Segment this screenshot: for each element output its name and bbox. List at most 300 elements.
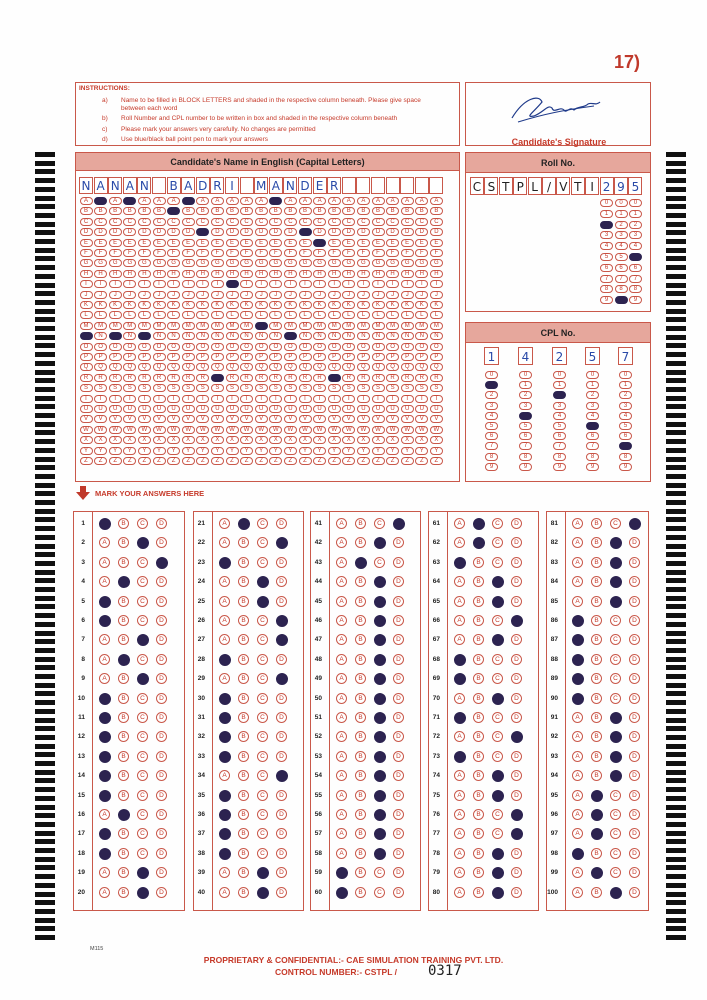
name-bubble: E xyxy=(94,239,107,247)
answer-bubble xyxy=(393,518,405,530)
name-bubble: G xyxy=(240,259,253,267)
name-bubble: G xyxy=(94,259,107,267)
answer-bubble: A xyxy=(454,537,465,548)
name-bubble: O xyxy=(372,343,385,351)
name-bubble: R xyxy=(167,374,180,382)
answer-bubble xyxy=(219,809,231,821)
cpl-bubble: 3 xyxy=(619,402,632,410)
cpl-bubble: 3 xyxy=(586,402,599,410)
answer-bubble: B xyxy=(473,654,484,665)
name-bubble: I xyxy=(182,280,195,288)
answer-bubble: A xyxy=(336,731,347,742)
name-bubble: M xyxy=(313,322,326,330)
name-bubble: A xyxy=(80,197,93,205)
name-bubble: E xyxy=(255,239,268,247)
cpl-bubble: 4 xyxy=(553,412,566,420)
timing-mark xyxy=(35,639,55,644)
name-bubble: H xyxy=(211,270,224,278)
name-bubble: S xyxy=(357,384,370,392)
name-bubble: Y xyxy=(211,447,224,455)
name-bubble: T xyxy=(226,395,239,403)
answer-bubble: B xyxy=(473,673,484,684)
name-bubble: X xyxy=(401,436,414,444)
answer-bubble: D xyxy=(156,673,167,684)
name-bubble: Q xyxy=(415,363,428,371)
name-bubble: N xyxy=(211,332,224,340)
timing-mark xyxy=(35,735,55,740)
name-bubble: E xyxy=(167,239,180,247)
timing-mark xyxy=(666,570,686,575)
name-letter-box: M xyxy=(256,179,267,193)
timing-mark xyxy=(35,178,55,183)
answer-bubble xyxy=(219,712,231,724)
answer-bubble xyxy=(591,809,603,821)
timing-mark xyxy=(666,622,686,627)
answer-bubble: D xyxy=(393,887,404,898)
answer-bubble xyxy=(99,596,111,608)
name-bubble: Z xyxy=(255,457,268,465)
answer-bubble: C xyxy=(492,557,503,568)
answer-bubble xyxy=(492,596,504,608)
name-bubble: W xyxy=(211,426,224,434)
cpl-digit-box: 2 xyxy=(552,347,567,365)
name-bubble: G xyxy=(328,259,341,267)
name-bubble: T xyxy=(196,395,209,403)
timing-mark xyxy=(666,196,686,201)
timing-mark xyxy=(35,352,55,357)
name-bubble: D xyxy=(167,228,180,236)
name-bubble: J xyxy=(255,291,268,299)
name-bubble: J xyxy=(313,291,326,299)
timing-mark xyxy=(35,857,55,862)
timing-mark xyxy=(666,283,686,288)
name-bubble: V xyxy=(138,415,151,423)
timing-mark xyxy=(35,465,55,470)
name-bubble: E xyxy=(328,239,341,247)
answer-bubble xyxy=(374,712,386,724)
name-bubble: K xyxy=(357,301,370,309)
name-bubble: C xyxy=(357,218,370,226)
answer-bubble: B xyxy=(591,615,602,626)
name-bubble: D xyxy=(255,228,268,236)
name-bubble: Q xyxy=(401,363,414,371)
name-bubble: K xyxy=(109,301,122,309)
answer-bubble: A xyxy=(454,809,465,820)
timing-mark xyxy=(666,552,686,557)
name-bubble: F xyxy=(255,249,268,257)
name-bubble: E xyxy=(284,239,297,247)
timing-mark xyxy=(35,230,55,235)
name-bubble: Y xyxy=(430,447,443,455)
name-bubble: D xyxy=(153,228,166,236)
name-bubble: P xyxy=(372,353,385,361)
answer-bubble: D xyxy=(511,537,522,548)
answer-bubble: D xyxy=(511,712,522,723)
name-bubble: J xyxy=(94,291,107,299)
name-bubble: M xyxy=(80,322,93,330)
name-letter-box: N xyxy=(108,177,122,194)
timing-mark xyxy=(666,370,686,375)
name-bubble: Q xyxy=(94,363,107,371)
name-bubble: O xyxy=(328,343,341,351)
name-bubble: W xyxy=(80,426,93,434)
name-bubble: Y xyxy=(196,447,209,455)
answer-bubble xyxy=(99,615,111,627)
name-bubble: A xyxy=(284,197,297,205)
name-bubble: T xyxy=(255,395,268,403)
name-bubble: C xyxy=(240,218,253,226)
answer-bubble: B xyxy=(355,887,366,898)
page-number: 17) xyxy=(614,52,641,72)
name-bubble: P xyxy=(182,353,195,361)
name-bubble: H xyxy=(226,270,239,278)
answer-bubble: C xyxy=(257,537,268,548)
name-bubble: C xyxy=(415,218,428,226)
name-bubble xyxy=(123,197,136,205)
answer-bubble: C xyxy=(257,693,268,704)
timing-mark xyxy=(666,239,686,244)
name-bubble: O xyxy=(153,343,166,351)
signature-box xyxy=(465,82,651,146)
answer-bubble: B xyxy=(118,518,129,529)
answer-bubble: D xyxy=(393,867,404,878)
name-bubble: D xyxy=(342,228,355,236)
answer-bubble: B xyxy=(355,867,366,878)
cpl-bubble: 3 xyxy=(485,402,498,410)
cpl-bubble: 4 xyxy=(586,412,599,420)
name-bubble: C xyxy=(94,218,107,226)
name-bubble: L xyxy=(94,311,107,319)
answer-bubble: B xyxy=(238,557,249,568)
name-bubble: J xyxy=(415,291,428,299)
name-bubble: I xyxy=(372,280,385,288)
name-bubble: O xyxy=(240,343,253,351)
question-number: 48 xyxy=(314,655,322,663)
name-bubble: W xyxy=(386,426,399,434)
name-bubble: X xyxy=(386,436,399,444)
name-bubble: K xyxy=(372,301,385,309)
control-number: 0317 xyxy=(428,963,462,979)
name-bubble: J xyxy=(401,291,414,299)
name-bubble: U xyxy=(328,405,341,413)
name-bubble xyxy=(167,207,180,215)
answer-bubble: B xyxy=(355,828,366,839)
name-bubble: V xyxy=(328,415,341,423)
name-bubble: U xyxy=(401,405,414,413)
cpl-bubble xyxy=(553,391,566,399)
answer-bubble: C xyxy=(137,790,148,801)
roll-bubble: 3 xyxy=(615,231,628,239)
name-bubble: K xyxy=(240,301,253,309)
name-bubble: F xyxy=(80,249,93,257)
timing-mark xyxy=(35,900,55,905)
question-number: 55 xyxy=(314,791,322,799)
instruction-key: d) xyxy=(102,136,108,143)
name-bubble: L xyxy=(211,311,224,319)
answer-bubble: A xyxy=(454,848,465,859)
question-number: 57 xyxy=(314,830,322,838)
timing-mark xyxy=(35,309,55,314)
answer-bubble: D xyxy=(629,751,640,762)
name-bubble: T xyxy=(94,395,107,403)
answer-bubble: D xyxy=(276,596,287,607)
name-bubble: X xyxy=(342,436,355,444)
answer-bubble: D xyxy=(393,673,404,684)
name-bubble: G xyxy=(80,259,93,267)
answer-bubble: A xyxy=(219,576,230,587)
instruction-key: b) xyxy=(102,115,108,122)
name-bubble: Z xyxy=(372,457,385,465)
timing-mark xyxy=(35,335,55,340)
answer-bubble: A xyxy=(572,518,583,529)
question-number: 47 xyxy=(314,636,322,644)
name-bubble: M xyxy=(269,322,282,330)
answer-bubble xyxy=(219,751,231,763)
name-bubble: Q xyxy=(167,363,180,371)
name-letter-box: B xyxy=(167,177,181,194)
answer-bubble: C xyxy=(492,615,503,626)
name-bubble: I xyxy=(386,280,399,288)
question-number: 29 xyxy=(197,675,205,683)
answer-bubble: B xyxy=(238,654,249,665)
name-bubble: I xyxy=(430,280,443,288)
name-bubble: R xyxy=(109,374,122,382)
name-bubble: O xyxy=(342,343,355,351)
question-number: 99 xyxy=(550,869,558,877)
timing-mark xyxy=(35,831,55,836)
name-letter-box: N xyxy=(283,177,297,194)
name-bubble: Q xyxy=(196,363,209,371)
question-number: 66 xyxy=(432,617,440,624)
instruction-text: Name to be filled in BLOCK LETTERS and shaded in the respective column beneath. Please give space xyxy=(121,97,421,104)
name-bubble: J xyxy=(109,291,122,299)
question-number: 34 xyxy=(197,772,205,780)
name-bubble: T xyxy=(401,395,414,403)
answer-bubble: C xyxy=(492,751,503,762)
name-bubble: Y xyxy=(386,447,399,455)
timing-mark xyxy=(35,500,55,505)
name-bubble: J xyxy=(430,291,443,299)
cpl-bubble: 1 xyxy=(619,381,632,389)
answer-bubble: B xyxy=(591,751,602,762)
name-bubble: P xyxy=(211,353,224,361)
question-number: 84 xyxy=(550,578,558,586)
name-bubble: T xyxy=(211,395,224,403)
name-bubble: P xyxy=(284,353,297,361)
timing-mark xyxy=(35,604,55,609)
name-bubble: G xyxy=(226,259,239,267)
question-number: 24 xyxy=(197,578,205,586)
answer-bubble: A xyxy=(99,557,110,568)
answer-bubble: C xyxy=(137,576,148,587)
name-bubble: C xyxy=(401,218,414,226)
name-bubble: V xyxy=(386,415,399,423)
answer-bubble: D xyxy=(393,770,404,781)
name-bubble: W xyxy=(299,426,312,434)
name-bubble: B xyxy=(80,207,93,215)
name-bubble: V xyxy=(430,415,443,423)
name-bubble: A xyxy=(328,197,341,205)
answer-bubble: B xyxy=(238,634,249,645)
name-bubble: B xyxy=(123,207,136,215)
name-bubble: O xyxy=(415,343,428,351)
name-letter-box: R xyxy=(210,177,224,194)
answer-bubble: D xyxy=(511,751,522,762)
name-bubble xyxy=(269,197,282,205)
timing-mark xyxy=(666,404,686,409)
answer-bubble: B xyxy=(591,518,602,529)
name-bubble: D xyxy=(313,228,326,236)
instruction-text: Please mark your answers very carefully. No changes are permitted xyxy=(121,126,316,133)
name-bubble: H xyxy=(80,270,93,278)
question-number: 86 xyxy=(550,617,558,624)
name-bubble: F xyxy=(386,249,399,257)
answer-bubble: D xyxy=(629,809,640,820)
timing-mark xyxy=(666,648,686,653)
timing-mark xyxy=(666,596,686,601)
name-bubble: X xyxy=(415,436,428,444)
name-bubble: W xyxy=(328,426,341,434)
answer-bubble: A xyxy=(572,537,583,548)
roll-digit-box: S xyxy=(484,177,498,195)
cpl-digit-box: 1 xyxy=(484,347,499,365)
timing-mark xyxy=(35,413,55,418)
name-bubble: F xyxy=(94,249,107,257)
name-bubble: T xyxy=(284,395,297,403)
name-bubble: I xyxy=(138,280,151,288)
name-bubble: Q xyxy=(372,363,385,371)
name-section xyxy=(75,152,460,482)
name-bubble: E xyxy=(153,239,166,247)
name-bubble: E xyxy=(196,239,209,247)
name-bubble: H xyxy=(240,270,253,278)
name-letter-box xyxy=(415,177,429,194)
name-bubble: D xyxy=(269,228,282,236)
timing-mark xyxy=(35,152,55,157)
name-bubble: S xyxy=(401,384,414,392)
question-number: 31 xyxy=(197,714,205,721)
answer-bubble: A xyxy=(99,576,110,587)
question-number: 80 xyxy=(432,888,440,896)
name-bubble: W xyxy=(109,426,122,434)
name-bubble: I xyxy=(401,280,414,288)
name-bubble: I xyxy=(255,280,268,288)
name-bubble: Z xyxy=(211,457,224,465)
name-bubble: P xyxy=(357,353,370,361)
answer-bubble: A xyxy=(99,673,110,684)
name-bubble: Y xyxy=(328,447,341,455)
name-bubble: T xyxy=(299,395,312,403)
answer-bubble: A xyxy=(336,673,347,684)
name-bubble: Q xyxy=(226,363,239,371)
timing-mark xyxy=(35,291,55,296)
roll-section-title: Roll No. xyxy=(466,153,650,173)
answer-bubble: A xyxy=(219,867,230,878)
answer-bubble: C xyxy=(492,809,503,820)
name-bubble: D xyxy=(284,228,297,236)
name-bubble: G xyxy=(415,259,428,267)
name-bubble: O xyxy=(80,343,93,351)
timing-mark xyxy=(35,439,55,444)
timing-mark xyxy=(35,552,55,557)
answer-bubble: C xyxy=(257,615,268,626)
name-bubble: E xyxy=(415,239,428,247)
question-number: 85 xyxy=(550,597,558,605)
name-bubble: L xyxy=(138,311,151,319)
answer-bubble xyxy=(355,557,367,569)
question-number: 69 xyxy=(432,675,440,683)
name-bubble: B xyxy=(109,207,122,215)
question-number: 68 xyxy=(432,655,440,663)
timing-mark xyxy=(666,448,686,453)
answer-bubble: B xyxy=(591,576,602,587)
name-bubble: V xyxy=(357,415,370,423)
answer-bubble xyxy=(118,809,130,821)
answer-bubble: C xyxy=(257,731,268,742)
name-bubble: N xyxy=(153,332,166,340)
name-bubble: K xyxy=(123,301,136,309)
name-bubble: Z xyxy=(415,457,428,465)
name-bubble: X xyxy=(430,436,443,444)
name-bubble: L xyxy=(313,311,326,319)
name-bubble: Q xyxy=(255,363,268,371)
timing-mark xyxy=(666,204,686,209)
timing-mark xyxy=(35,422,55,427)
answer-bubble: A xyxy=(336,828,347,839)
timing-mark xyxy=(666,744,686,749)
name-bubble: D xyxy=(328,228,341,236)
name-bubble: W xyxy=(138,426,151,434)
name-bubble: R xyxy=(123,374,136,382)
timing-mark xyxy=(666,222,686,227)
name-bubble: W xyxy=(357,426,370,434)
answer-bubble: B xyxy=(118,828,129,839)
instruction-text: between each word xyxy=(121,105,178,112)
answer-bubble: D xyxy=(629,770,640,781)
name-bubble: W xyxy=(226,426,239,434)
name-bubble: J xyxy=(226,291,239,299)
name-bubble: H xyxy=(372,270,385,278)
name-bubble: U xyxy=(386,405,399,413)
answer-bubble xyxy=(118,654,130,666)
name-bubble: Y xyxy=(138,447,151,455)
answer-bubble: B xyxy=(118,867,129,878)
answer-bubble: D xyxy=(276,848,287,859)
name-bubble: F xyxy=(240,249,253,257)
name-bubble: L xyxy=(299,311,312,319)
name-bubble: C xyxy=(269,218,282,226)
name-letter-box: A xyxy=(94,177,108,194)
answer-bubble: A xyxy=(219,615,230,626)
name-letter-box xyxy=(152,177,166,194)
question-number: 10 xyxy=(77,694,85,702)
name-bubble: N xyxy=(401,332,414,340)
timing-mark xyxy=(666,839,686,844)
answer-bubble: A xyxy=(572,576,583,587)
answer-bubble: B xyxy=(473,751,484,762)
name-letter-box xyxy=(356,177,370,194)
name-bubble: O xyxy=(313,343,326,351)
name-bubble: C xyxy=(226,218,239,226)
name-bubble: R xyxy=(138,374,151,382)
question-number: 1 xyxy=(81,520,85,527)
name-bubble: V xyxy=(167,415,180,423)
name-bubble: E xyxy=(123,239,136,247)
timing-mark xyxy=(666,413,686,418)
name-bubble: E xyxy=(386,239,399,247)
question-number: 20 xyxy=(77,888,85,896)
name-bubble: I xyxy=(94,280,107,288)
